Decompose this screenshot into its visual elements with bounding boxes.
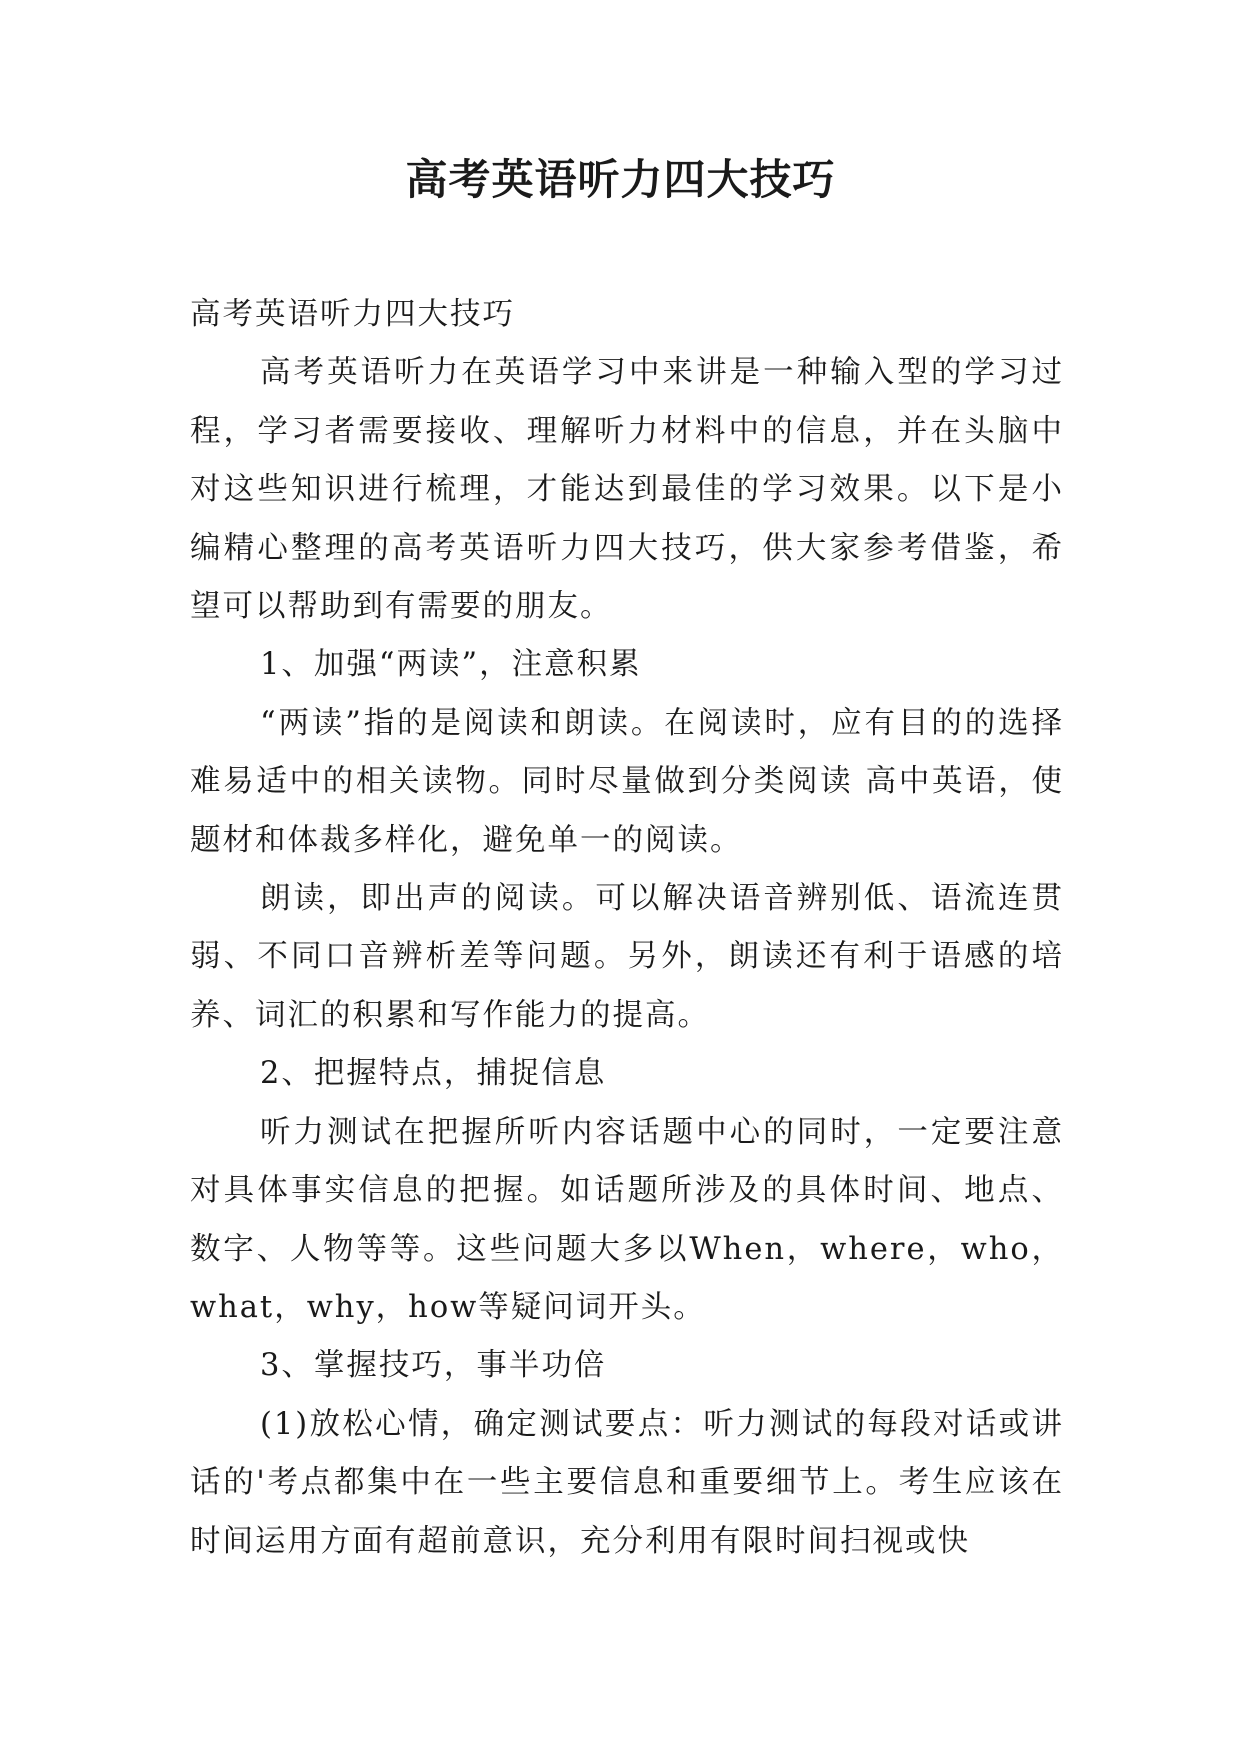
paragraph: 听力测试在把握所听内容话题中心的同时，一定要注意对具体事实信息的把握。如话题所涉及的具体时间、地点、数字、人物等等。这些问题大多以When，where，who，what，why，how等疑问词开头。 [190,1114,1064,1325]
section-heading-1: 1、加强“两读”，注意积累 [260,647,642,683]
paragraph: “两读”指的是阅读和朗读。在阅读时，应有目的的选择难易适中的相关读物。同时尽量做到分类阅读 高中英语，使题材和体裁多样化，避免单一的阅读。 [190,705,1064,858]
paragraph: 朗读，即出声的阅读。可以解决语音辨别低、语流连贯弱、不同口音辨析差等问题。另外，朗读还有利于语感的培养、词汇的积累和写作能力的提高。 [190,881,1064,1033]
paragraph: (1)放松心情，确定测试要点：听力测试的每段对话或讲话的'考点都集中在一些主要信息和重要细节上。考生应该在时间运用方面有超前意识，充分利用有限时间扫视或快 [190,1406,1064,1559]
section-heading-3: 3、掌握技巧，事半功倍 [260,1348,607,1384]
document-body [190,286,1064,1571]
document-title: 高考英语听力四大技巧 [405,155,836,204]
section-heading-2: 2、把握特点，捕捉信息 [260,1056,607,1092]
paragraph-subtitle: 高考英语听力四大技巧 [190,297,515,332]
paragraph-intro: 高考英语听力在英语学习中来讲是一种输入型的学习过程，学习者需要接收、理解听力材料中的信息，并在头脑中对这些知识进行梳理，才能达到最佳的学习效果。以下是小编精心整理的高考英语听力四大技巧，供大家参考借鉴，希望可以帮助到有需要的朋友。 [190,355,1064,625]
